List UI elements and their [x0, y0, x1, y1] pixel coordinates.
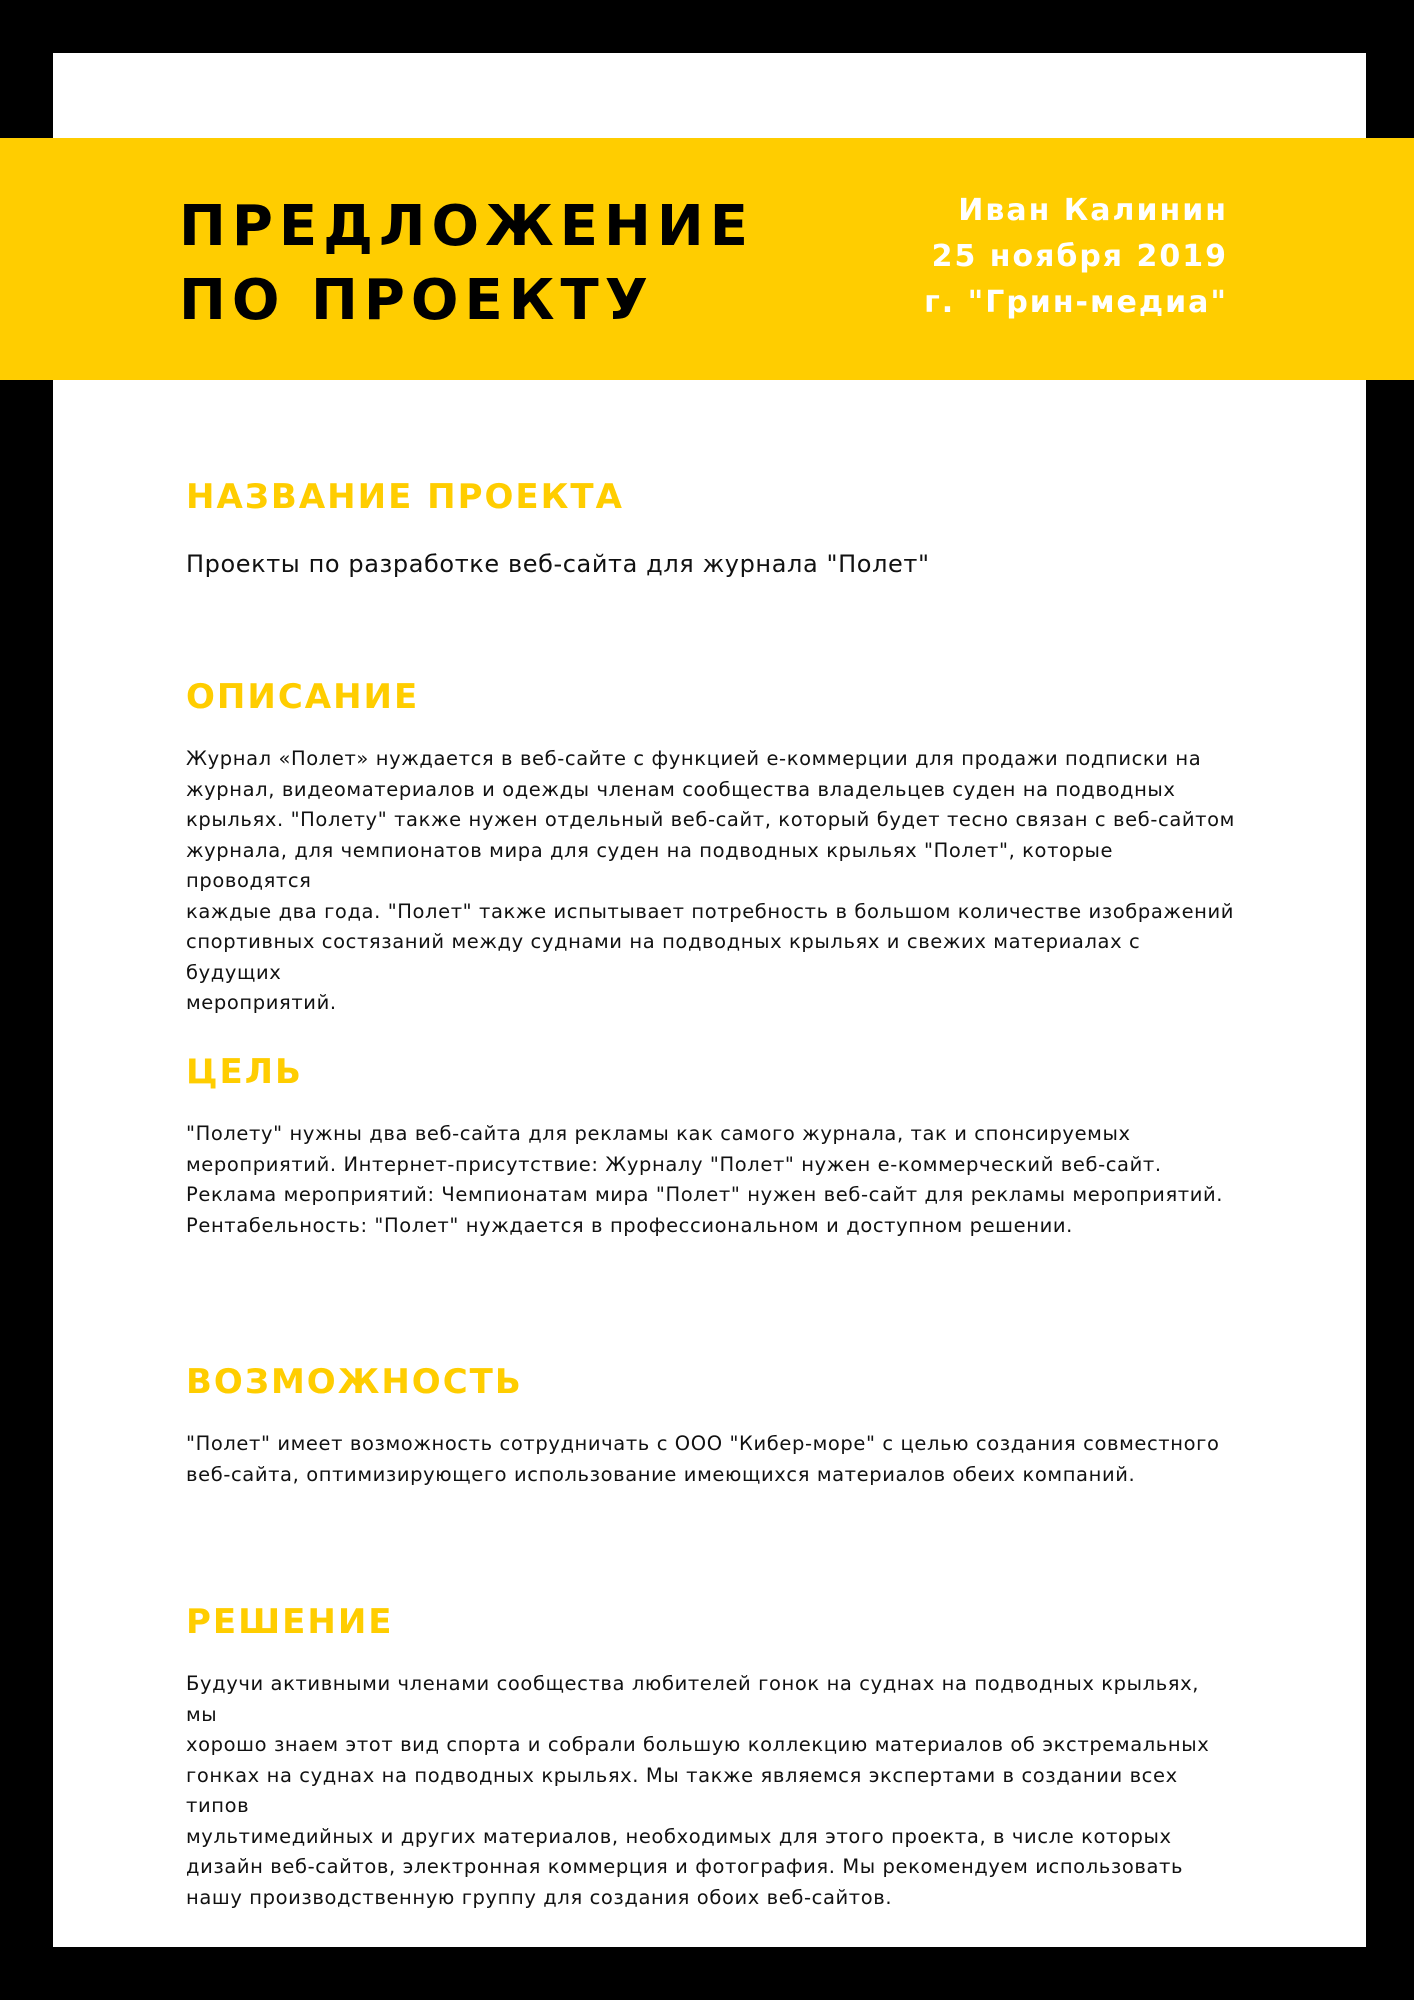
- text-line: каждые два года. "Полет" также испытывает потребность в большом количестве изображений: [186, 899, 1235, 923]
- section-goal: [186, 1050, 1236, 1241]
- project-name-text: Проекты по разработке веб-сайта для журнала "Полет": [186, 550, 930, 578]
- company-name: г. "Грин-медиа": [924, 285, 1228, 320]
- text-line: дизайн веб-сайтов, электронная коммерция и фотография. Мы рекомендуем использовать: [186, 1855, 1184, 1878]
- text-line: мультимедийных и других материалов, необходимых для этого проекта, в числе которых: [186, 1824, 1172, 1848]
- section-heading: НАЗВАНИЕ ПРОЕКТА: [186, 477, 624, 517]
- section-heading: ЦЕЛЬ: [186, 1052, 303, 1092]
- title-line-1: ПРЕДЛОЖЕНИЕ: [179, 194, 754, 259]
- section-solution: [186, 1600, 1236, 1913]
- text-line: Реклама мероприятий: Чемпионатам мира "Полет" нужен веб-сайт для рекламы мероприятий.: [186, 1183, 1224, 1206]
- text-line: нашу производственную группу для создания обоих веб-сайтов.: [186, 1885, 893, 1909]
- section-opportunity: [186, 1360, 1236, 1490]
- text-line: "Полету" нужны два веб-сайта для рекламы как самого журнала, так и спонсируемых: [186, 1122, 1131, 1145]
- document-date: 25 ноября 2019: [931, 239, 1228, 274]
- solution-text: [186, 1669, 1236, 1913]
- document-title: [179, 190, 754, 338]
- section-heading: ВОЗМОЖНОСТЬ: [186, 1362, 523, 1402]
- description-text: [186, 744, 1236, 1019]
- text-line: Будучи активными членами сообщества любителей гонок на суднах на подводных крыльях, мы: [186, 1672, 1200, 1726]
- section-description: [186, 675, 1236, 1019]
- text-line: журнал, видеоматериалов и одежды членам сообщества владельцев суден на подводных: [186, 777, 1176, 801]
- text-line: "Полет" имеет возможность сотрудничать с ООО "Кибер-море" с целью создания совместного: [186, 1432, 1220, 1455]
- text-line: Журнал «Полет» нуждается в веб-сайте с функцией е-коммерции для продажи подписки на: [186, 747, 1202, 770]
- section-project-name: [186, 475, 1236, 581]
- author-name: Иван Калинин: [958, 193, 1228, 228]
- text-line: Рентабельность: "Полет" нуждается в профессиональном и доступном решении.: [186, 1213, 1073, 1237]
- section-heading: ОПИСАНИЕ: [186, 677, 420, 717]
- text-line: спортивных состязаний между суднами на подводных крыльях и свежих материалах с будущих: [186, 930, 1141, 984]
- author-block: [924, 188, 1228, 326]
- text-line: мероприятий. Интернет-присутствие: Журналу "Полет" нужен е-коммерческий веб-сайт.: [186, 1152, 1162, 1176]
- text-line: веб-сайта, оптимизирующего использование имеющихся материалов обеих компаний.: [186, 1462, 1136, 1486]
- section-heading: РЕШЕНИЕ: [186, 1602, 394, 1642]
- text-line: журнала, для чемпионатов мира для суден на подводных крыльях "Полет", которые проводятся: [186, 838, 1114, 892]
- text-line: хорошо знаем этот вид спорта и собрали большую коллекцию материалов об экстремальных: [186, 1733, 1210, 1756]
- text-line: крыльях. "Полету" также нужен отдельный веб-сайт, который будет тесно связан с веб-сайтом: [186, 808, 1235, 831]
- text-line: гонках на суднах на подводных крыльях. Мы также являемся экспертами в создании всех типов: [186, 1763, 1178, 1817]
- title-line-2: ПО ПРОЕКТУ: [179, 268, 654, 333]
- opportunity-text: [186, 1429, 1236, 1490]
- goal-text: [186, 1119, 1236, 1241]
- text-line: мероприятий.: [186, 991, 337, 1014]
